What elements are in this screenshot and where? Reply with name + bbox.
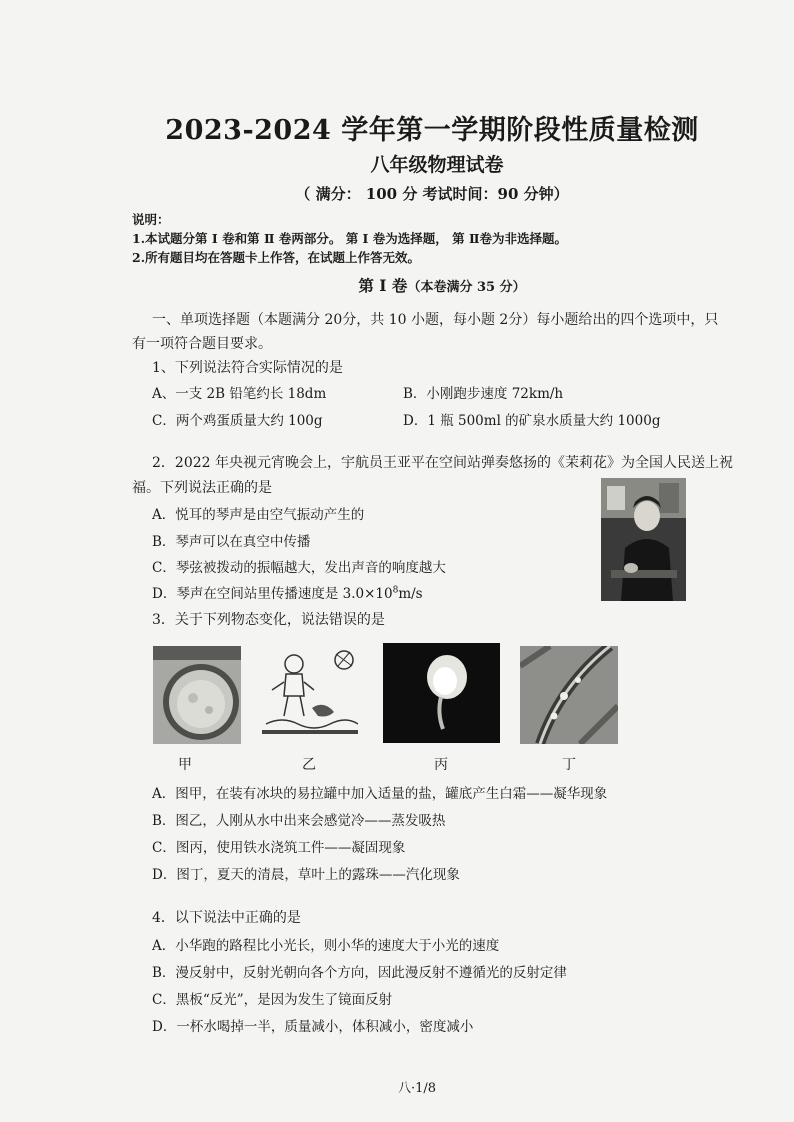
figure-yi-swimmer: [262, 646, 358, 744]
notes-line-1: 1.本试题分第 Ⅰ 卷和第 Ⅱ 卷两部分。 第 Ⅰ 卷为选择题， 第 Ⅱ卷为非选择题。: [132, 231, 567, 246]
figure-ding-graphic: [520, 646, 618, 744]
q4-stem: 4．以下说法中正确的是: [152, 910, 301, 926]
exam-info: （ 满分： 100 分 考试时间：90 分钟）: [295, 185, 569, 203]
q1-stem: 1、下列说法符合实际情况的是: [152, 360, 343, 376]
q2-option-b: B．琴声可以在真空中传播: [152, 534, 311, 550]
section-heading: [0, 274, 794, 296]
q2-option-a: A．悦耳的琴声是由空气振动产生的: [152, 507, 365, 523]
q3-option-a: A．图甲，在装有冰块的易拉罐中加入适量的盐，罐底产生白霜——凝华现象: [152, 786, 608, 802]
q2-option-d-exponent: 8: [392, 585, 399, 596]
caption-jia: 甲: [178, 757, 192, 773]
figure-bing-molten-iron: [383, 643, 500, 743]
q3-option-d: D．图丁，夏天的清晨，草叶上的露珠——汽化现象: [152, 867, 460, 883]
q3-stem: 3．关于下列物态变化，说法错误的是: [152, 612, 385, 628]
q1-option-b: B．小刚跑步速度 72km/h: [403, 386, 564, 402]
q2-option-d-text: D．琴声在空间站里传播速度是 3.0×10: [152, 586, 393, 602]
q1-option-c: C．两个鸡蛋质量大约 100g: [152, 413, 323, 429]
q2-stem-line-1: 2．2022 年央视元宵晚会上，宇航员王亚平在空间站弹奏悠扬的《茉莉花》为全国人民送上祝: [152, 455, 733, 471]
q1-option-a: A、一支 2B 铅笔约长 18dm: [152, 386, 327, 402]
q4-option-b: B．漫反射中，反射光朝向各个方向，因此漫反射不遵循光的反射定律: [152, 965, 567, 981]
part1-line-1: 一、单项选择题（本题满分 20分，共 10 小题，每小题 2分）每小题给出的四个选项中，只: [152, 312, 719, 328]
figure-yi-graphic: [262, 646, 358, 744]
q1-option-d: D．1 瓶 500ml 的矿泉水质量大约 1000g: [403, 413, 661, 429]
caption-bing: 丙: [434, 757, 448, 773]
q2-option-c: C．琴弦被拨动的振幅越大，发出声音的响度越大: [152, 560, 446, 576]
astronaut-photo: [601, 478, 686, 601]
q3-option-b: B．图乙，人刚从水中出来会感觉冷——蒸发吸热: [152, 813, 446, 829]
caption-ding: 丁: [562, 757, 576, 773]
section-score: （本卷满分 35 分）: [407, 280, 526, 295]
page-number: 八·1/8: [397, 1081, 437, 1096]
q4-option-c: C．黑板“反光”，是因为发生了镜面反射: [152, 992, 393, 1008]
exam-title: 2023-2024 学年第一学期阶段性质量检测: [165, 115, 699, 146]
exam-subtitle: 八年级物理试卷: [370, 154, 504, 176]
q3-option-c: C．图丙，使用铁水浇筑工件——凝固现象: [152, 840, 406, 856]
figure-ding-dew-grass: [520, 646, 618, 744]
caption-yi: 乙: [302, 757, 316, 773]
notes-label: 说明：: [132, 212, 170, 227]
section-title: 第 Ⅰ 卷: [358, 276, 408, 295]
q2-option-d: [152, 582, 423, 602]
figure-jia-graphic: [153, 646, 241, 744]
q2-option-d-unit: m/s: [398, 586, 423, 602]
notes-line-2: 2.所有题目均在答题卡上作答，在试题上作答无效。: [132, 250, 421, 265]
figure-bing-graphic: [383, 643, 500, 743]
q4-option-d: D．一杯水喝掉一半，质量减小，体积减小，密度减小: [152, 1019, 474, 1035]
q2-stem-line-2: 福。下列说法正确的是: [132, 480, 272, 496]
astronaut-photo-graphic: [601, 478, 686, 601]
q4-option-a: A．小华跑的路程比小光长，则小华的速度大于小光的速度: [152, 938, 500, 954]
figure-jia-can: [153, 646, 241, 744]
part1-line-2: 有一项符合题目要求。: [132, 336, 272, 352]
